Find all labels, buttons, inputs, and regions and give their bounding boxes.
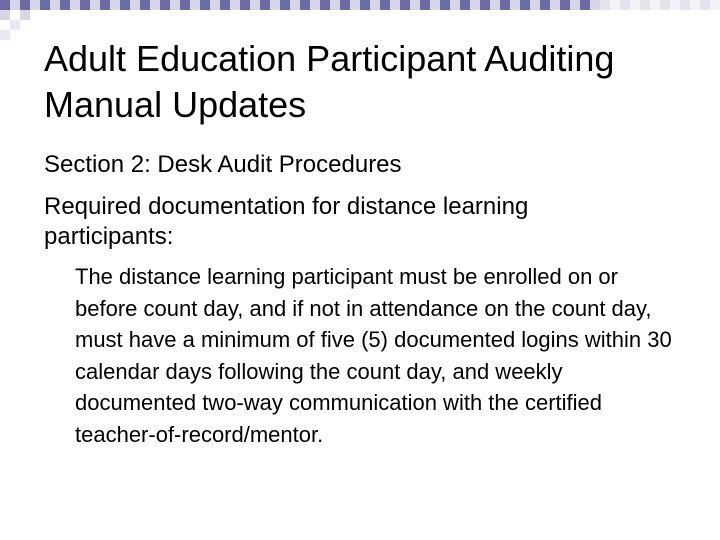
pattern-square [360, 0, 370, 10]
pattern-square [130, 0, 140, 10]
pattern-square [290, 0, 300, 10]
pattern-square [470, 0, 480, 10]
pattern-square [70, 0, 80, 10]
pattern-square [490, 0, 500, 10]
pattern-square [330, 0, 340, 10]
pattern-square [40, 0, 50, 10]
pattern-square [80, 0, 90, 10]
documentation-heading: Required documentation for distance learning participants: [44, 193, 529, 250]
pattern-square [100, 0, 110, 10]
pattern-square [270, 0, 280, 10]
pattern-square [210, 0, 220, 10]
pattern-square [0, 10, 10, 20]
pattern-square [60, 0, 70, 10]
pattern-square [0, 0, 10, 10]
pattern-square [150, 0, 160, 10]
pattern-square [460, 0, 470, 10]
pattern-square [710, 0, 720, 10]
pattern-square [570, 0, 580, 10]
pattern-square [160, 0, 170, 10]
pattern-square [690, 0, 700, 10]
pattern-square [370, 0, 380, 10]
pattern-square [110, 0, 120, 10]
pattern-square [240, 0, 250, 10]
pattern-square [200, 0, 210, 10]
pattern-square [640, 0, 650, 10]
pattern-square [20, 0, 30, 10]
pattern-square [170, 0, 180, 10]
pattern-square [400, 0, 410, 10]
pattern-square [320, 0, 330, 10]
pattern-square [680, 0, 690, 10]
pattern-square [310, 0, 320, 10]
pattern-square [630, 0, 640, 10]
pattern-square [220, 0, 230, 10]
pattern-square [660, 0, 670, 10]
pattern-square [260, 0, 270, 10]
pattern-square [10, 0, 20, 10]
slide-title: Adult Education Participant Auditing Manual Updates [44, 38, 615, 125]
pattern-square [190, 0, 200, 10]
pattern-square [30, 0, 40, 10]
pattern-square [300, 0, 310, 10]
pattern-square [410, 0, 420, 10]
pattern-square [650, 0, 660, 10]
pattern-square [20, 10, 30, 20]
pattern-square [140, 0, 150, 10]
pattern-square [670, 0, 680, 10]
pattern-square [580, 0, 590, 10]
pattern-square [500, 0, 510, 10]
pattern-square [50, 0, 60, 10]
pattern-square [380, 0, 390, 10]
pattern-square [520, 0, 530, 10]
pattern-square [590, 0, 600, 10]
pattern-square [120, 0, 130, 10]
pattern-square [700, 0, 710, 10]
pattern-square [0, 30, 10, 40]
pattern-square [230, 0, 240, 10]
pattern-square [440, 0, 450, 10]
pattern-square [280, 0, 290, 10]
pattern-square [450, 0, 460, 10]
pattern-square [180, 0, 190, 10]
pattern-square [540, 0, 550, 10]
body-paragraph: The distance learning participant must be enrolled on or before count day, and if not in attendance on the count day, must have a minimum of five (5) documented logins within 30 calendar days following the count day, and weekly documented two-way communication with the certified teacher-of-record/mentor. [75, 264, 672, 447]
pattern-square [610, 0, 620, 10]
pattern-square [550, 0, 560, 10]
pattern-square [530, 0, 540, 10]
pattern-square [350, 0, 360, 10]
pattern-square [600, 0, 610, 10]
pattern-square [420, 0, 430, 10]
pattern-square [510, 0, 520, 10]
section-heading: Section 2: Desk Audit Procedures [44, 151, 402, 178]
pattern-square [10, 20, 20, 30]
pattern-square [560, 0, 570, 10]
pattern-square [390, 0, 400, 10]
pattern-square [340, 0, 350, 10]
pattern-square [250, 0, 260, 10]
pattern-square [480, 0, 490, 10]
pattern-square [90, 0, 100, 10]
pattern-square [620, 0, 630, 10]
pattern-square [430, 0, 440, 10]
